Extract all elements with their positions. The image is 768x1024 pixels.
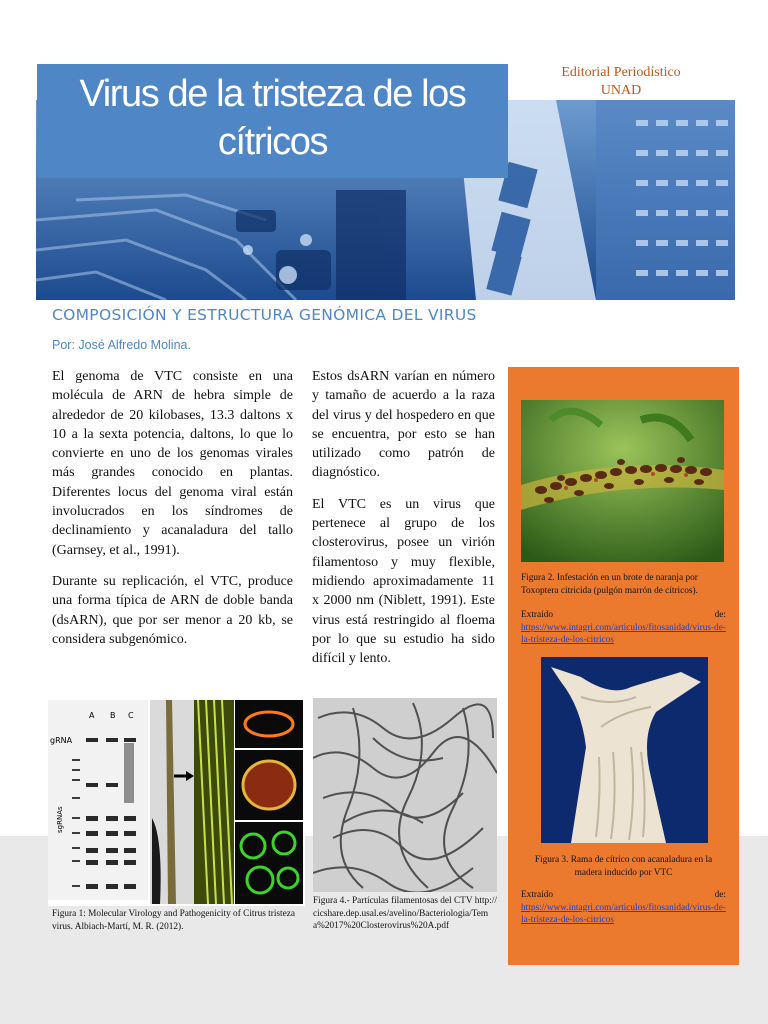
paragraph: Durante su replicación, el VTC, produce una forma típica de ARN de doble banda (dsARN), que por ser menor a 20 kb, se considera subgenómico. bbox=[52, 573, 293, 647]
figure-2-source bbox=[521, 609, 726, 647]
grna-label: gRNA bbox=[50, 736, 73, 745]
editorial-label bbox=[520, 64, 722, 100]
lane-b-label: B bbox=[110, 711, 116, 720]
paragraph: El genoma de VTC consiste en una molécula de ARN de hebra simple de alrededor de 20 kilobases, 13.3 daltons x 10 a la sexta potencia, daltons, lo que lo convierte en uno de los genomas virales más grandes conocido en plantas. Diferentes locus del genoma viral están involucrados en los síndromes de declinamiento y acanaladura del tallo (Garnsey, et al., 1991). bbox=[52, 369, 293, 558]
byline: Por: José Alfredo Molina. bbox=[52, 338, 191, 352]
source-label: Extraído bbox=[521, 610, 554, 620]
figure-1-caption bbox=[52, 908, 302, 933]
figure-3-source-link[interactable]: https://www.intagri.com/articulos/fitosanidad/virus-de-la-tristeza-de-los-citricos bbox=[521, 902, 726, 925]
article-column-1 bbox=[52, 367, 293, 661]
citrus-branch-photo bbox=[541, 657, 708, 843]
figure-1-caption-title: Figura 1: Molecular Virology and Pathogenicity of Citrus tristeza virus. bbox=[52, 909, 296, 932]
source-label-de: de: bbox=[714, 890, 726, 900]
figure-1-image bbox=[48, 698, 305, 906]
orange-sidebar bbox=[508, 367, 739, 965]
article-column-2 bbox=[312, 367, 495, 680]
paragraph: Estos dsARN varían en número y tamaño de acuerdo a la raza del virus y del hospedero en que se encuentra, por esto se han utilizado como patrón de diagnóstico. bbox=[312, 369, 495, 481]
aphid-infestation-photo bbox=[521, 400, 724, 562]
sgrnas-label: sgRNAs bbox=[56, 806, 64, 833]
source-label-de: de: bbox=[714, 610, 726, 620]
title-box bbox=[37, 64, 508, 178]
figure-1-caption-citation: Albiach-Martí, M. R. (2012). bbox=[74, 921, 184, 932]
editorial-org: UNAD bbox=[600, 83, 642, 98]
figure-3-caption: Figura 3. Rama de cítrico con acanaladura en la madera inducido por VTC bbox=[534, 855, 713, 878]
lane-c-label: C bbox=[128, 711, 134, 720]
page-title: Virus de la tristeza de los cítricos bbox=[79, 73, 466, 163]
figure-3-source bbox=[521, 889, 726, 927]
lane-a-label: A bbox=[89, 711, 95, 720]
paragraph: El VTC es un virus que pertenece al grupo de los closterovirus, posee un virión filamentoso y muy flexible, midiendo aproximadamente 11 x 2000 nm (Niblett, 1991). Este virus está restringido al floema por lo que su estudio ha sido difícil y lento. bbox=[312, 496, 495, 667]
editorial-name: Editorial Periodístico bbox=[561, 65, 681, 80]
figure-2-caption: Figura 2. Infestación en un brote de naranja por Toxoptera citricida (pulgón marrón de cítricos). bbox=[521, 573, 698, 596]
figure-4-caption: Figura 4.- Partículas filamentosas del CTV http://cicshare.dep.usal.es/avelino/Bacteriologia/Tema%2017%20Closterovirus%20A.pdf bbox=[313, 896, 497, 931]
figure-2-source-link[interactable]: https://www.intagri.com/articulos/fitosanidad/virus-de-la-tristeza-de-los-citricos bbox=[521, 622, 726, 645]
section-heading: COMPOSICIÓN Y ESTRUCTURA GENÓMICA DEL VIRUS bbox=[52, 306, 477, 324]
filamentous-particles-micrograph bbox=[313, 698, 497, 892]
source-label: Extraído bbox=[521, 890, 554, 900]
